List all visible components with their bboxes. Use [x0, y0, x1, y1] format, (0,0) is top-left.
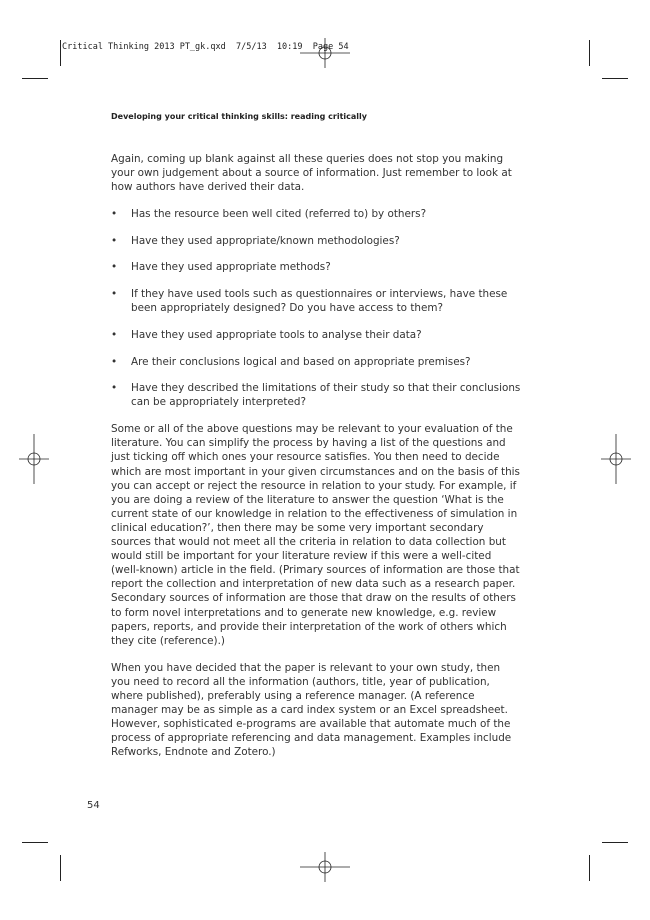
- list-item: [111, 328, 521, 342]
- list-item: [111, 260, 521, 274]
- list-item: [111, 355, 521, 369]
- crop-mark: [22, 842, 48, 843]
- list-item-text: Are their conclusions logical and based on appropriate premises?: [131, 355, 471, 368]
- bullet-icon: •: [111, 261, 118, 274]
- printer-slug-line: Critical Thinking 2013 PT_gk.qxd 7/5/13 10:19 Page 54: [62, 42, 349, 52]
- crop-mark: [602, 78, 628, 79]
- page-number: 54: [87, 800, 100, 811]
- crop-mark: [60, 855, 61, 881]
- intro-paragraph: Again, coming up blank against all these queries does not stop you making your own judgement about a source of information. Just remember to look at how authors have derived their data.: [111, 153, 512, 194]
- crop-mark: [22, 78, 48, 79]
- list-item-text: Have they used appropriate methods?: [131, 261, 331, 274]
- crop-mark: [602, 842, 628, 843]
- registration-mark-icon: [19, 434, 49, 484]
- list-item-text: Have they used appropriate tools to analyse their data?: [131, 328, 422, 341]
- reference-manager-paragraph: When you have decided that the paper is relevant to your own study, then you need to record all the information (authors, title, year of publication, where published), preferably using a reference manager. (A reference manager may be as simple as a card index system or an Excel spreadsheet. However, sophisticated e-programs are available that automate much of the process of appropriate referencing and data management. Examples include Refworks, Endnote and Zotero.): [111, 661, 512, 759]
- list-item: [111, 234, 521, 248]
- list-item: [111, 381, 521, 409]
- bullet-icon: •: [111, 288, 118, 301]
- bullet-icon: •: [111, 328, 118, 341]
- bullet-icon: •: [111, 382, 118, 395]
- list-item-text: Have they described the limitations of their study so that their conclusions can be appropriately interpreted?: [131, 382, 521, 409]
- bullet-icon: •: [111, 234, 118, 247]
- running-header: Developing your critical thinking skills: reading critically: [111, 112, 367, 121]
- list-item: [111, 287, 521, 315]
- list-item: [111, 207, 521, 221]
- bullet-icon: •: [111, 355, 118, 368]
- registration-mark-icon: [601, 434, 631, 484]
- crop-mark: [589, 855, 590, 881]
- bullet-icon: •: [111, 208, 118, 221]
- crop-mark: [589, 40, 590, 66]
- list-item-text: Has the resource been well cited (referred to) by others?: [131, 208, 427, 221]
- literature-evaluation-paragraph: Some or all of the above questions may be relevant to your evaluation of the literature. You can simplify the process by having a list of the questions and just ticking off which ones your resource satisfies. You then need to decide which are most important in your given circumstances and on the basis of this you can accept or reject the resource in relation to your study. For example, if you are doing a review of the literature to answer the question ‘What is the current state of our knowledge in relation to the effectiveness of simulation in clinical education?’, then there may be some very important secondary sources that would not meet all the criteria in relation to data collection but would still be important for your literature review if this were a well-cited (well-known) article in the field. (Primary sources of information are those that report the collection and interpretation of new data such as a research paper. Secondary sources of information are those that draw on the results of others to form novel interpretations and to generate new knowledge, e.g. review papers, reports, and provide their interpretation of the work of others which they cite (reference).): [111, 423, 520, 647]
- crop-mark: [60, 40, 61, 66]
- registration-mark-icon: [300, 38, 350, 68]
- question-list: [111, 207, 521, 409]
- list-item-text: Have they used appropriate/known methodologies?: [131, 234, 400, 247]
- list-item-text: If they have used tools such as questionnaires or interviews, have these been appropriately designed? Do you have access to them?: [131, 288, 508, 315]
- body-text: [111, 152, 521, 772]
- registration-mark-icon: [300, 852, 350, 882]
